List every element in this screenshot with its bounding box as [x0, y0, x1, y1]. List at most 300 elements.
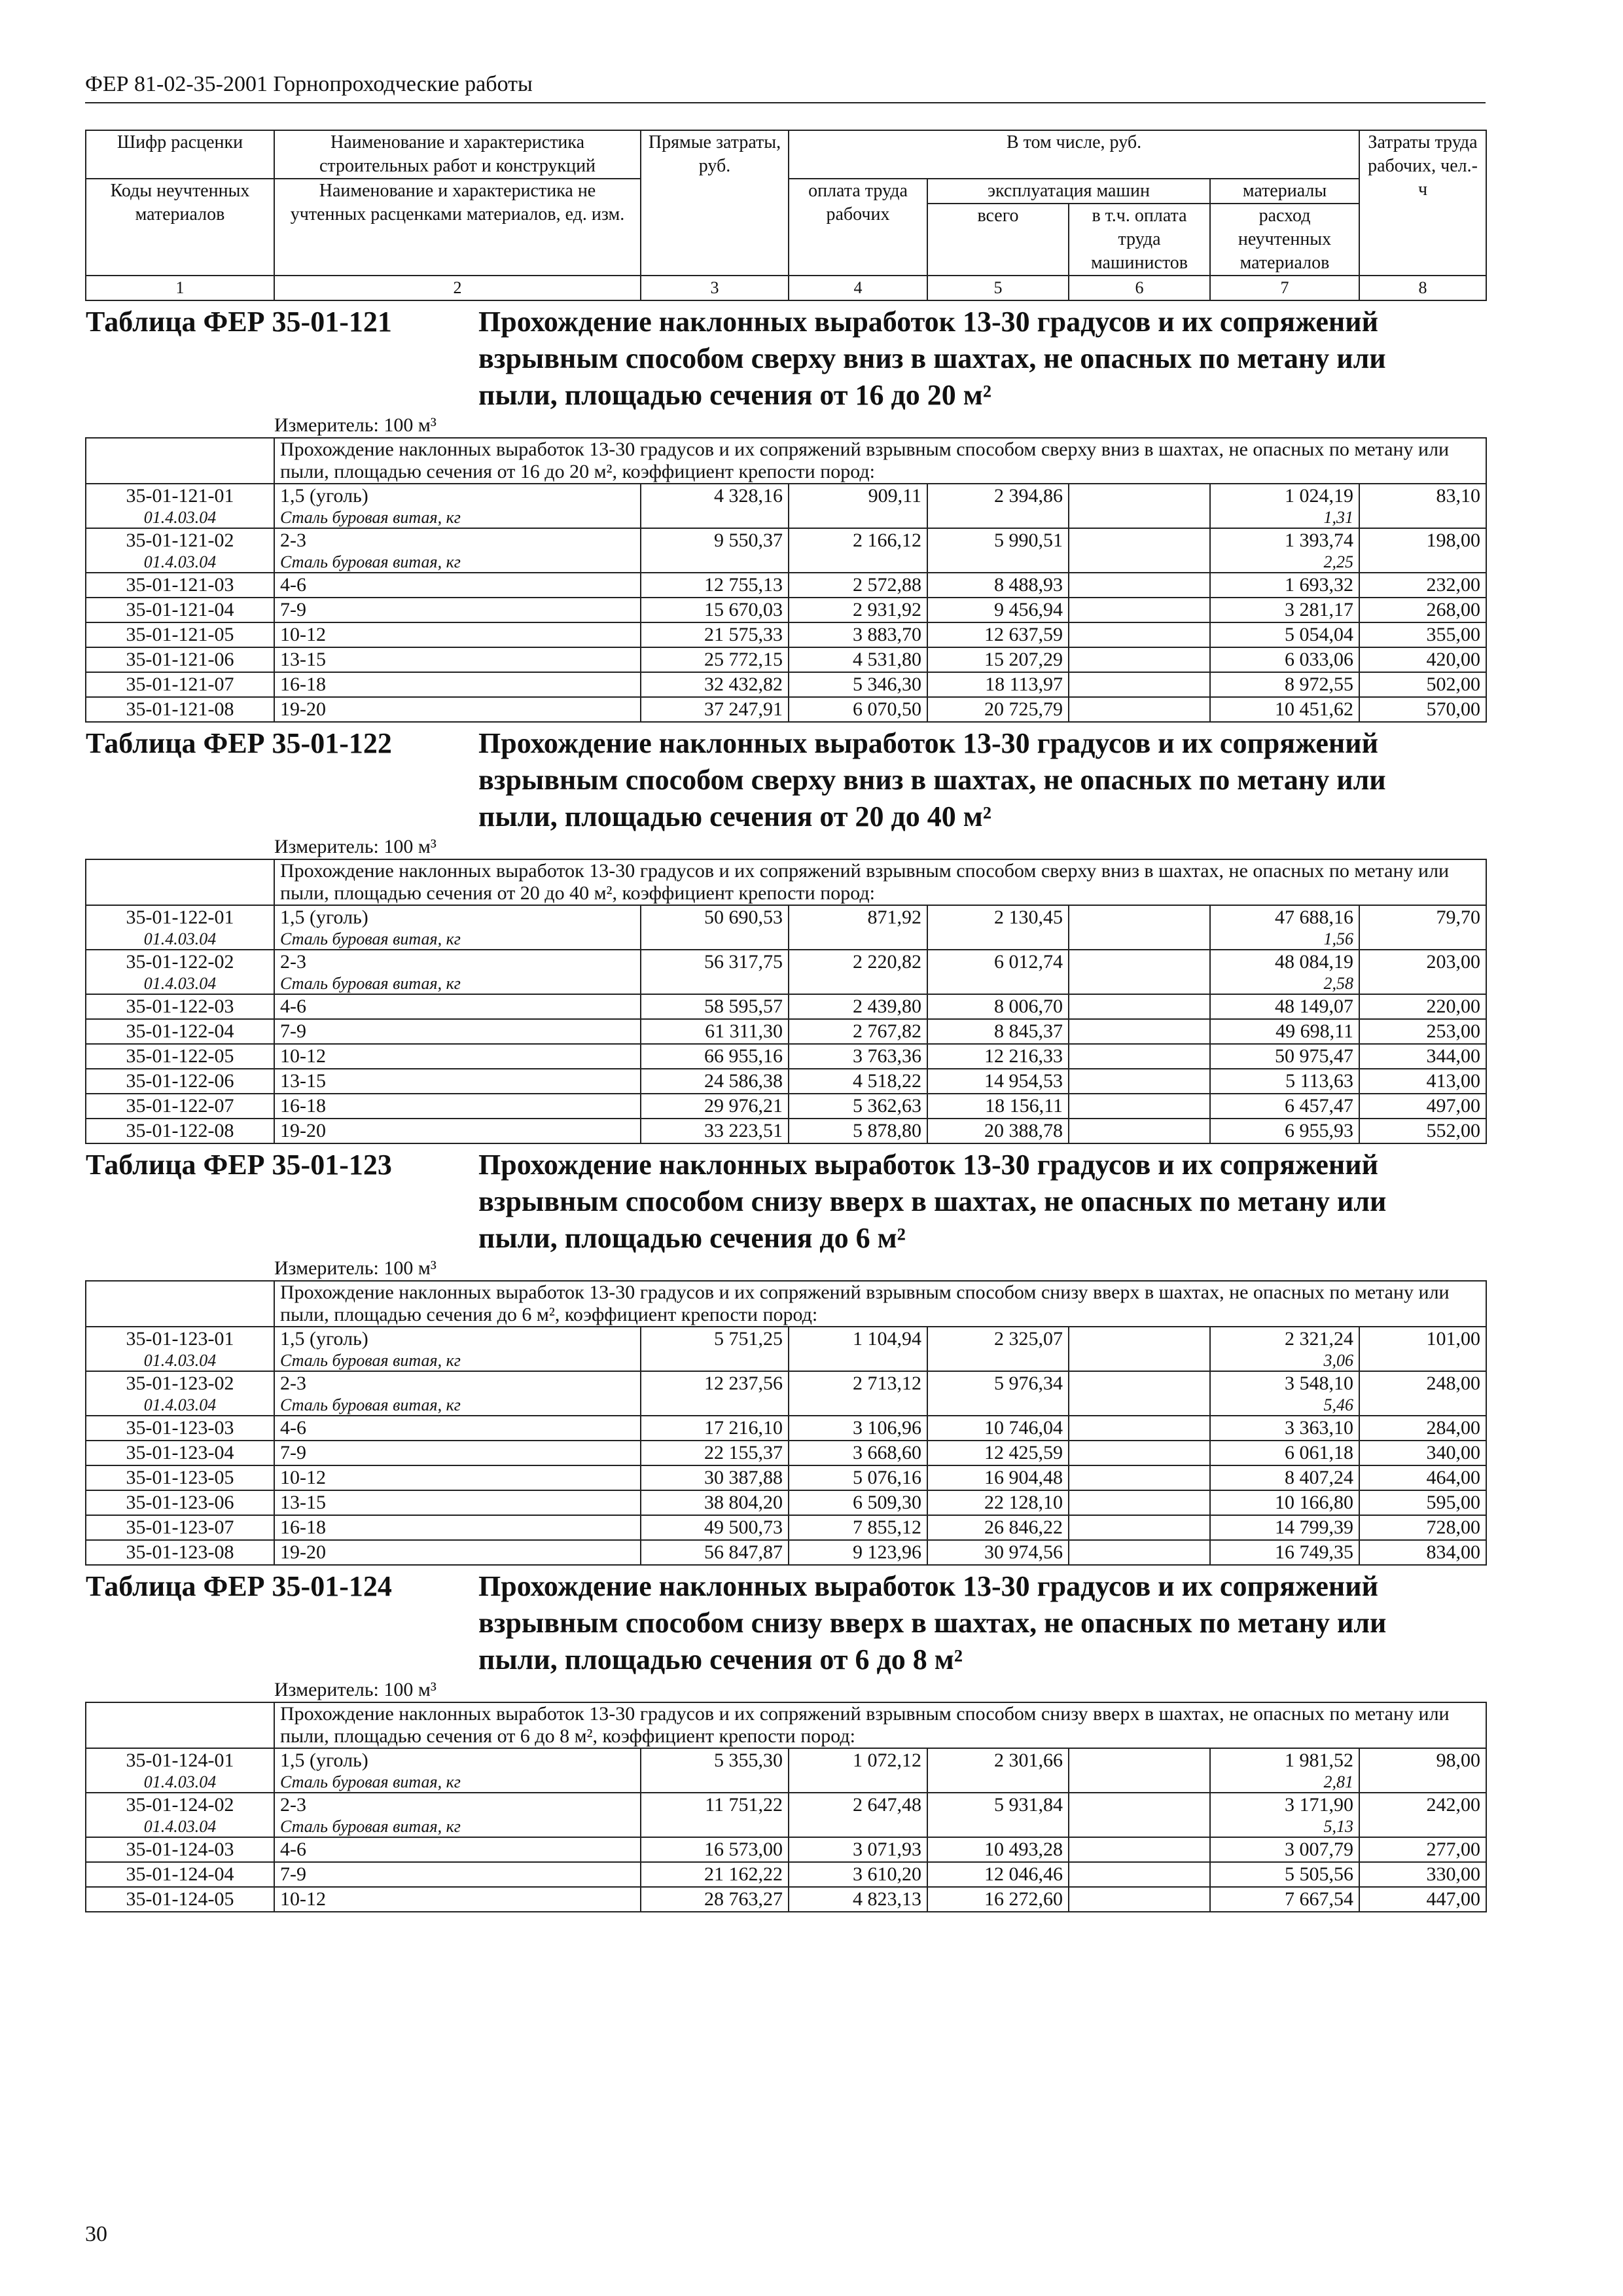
- direct-cost: 21 162,22: [641, 1862, 789, 1887]
- material-code: 01.4.03.04: [86, 974, 274, 994]
- materials-cost: 1 024,19: [1210, 484, 1359, 508]
- labor-cost: 834,00: [1359, 1540, 1486, 1565]
- machinists-wages: [1069, 1837, 1210, 1862]
- material-quantity: 1,31: [1210, 508, 1359, 528]
- rate-name: 19-20: [274, 1119, 641, 1143]
- rate-name: 4-6: [274, 573, 641, 598]
- labor-cost: 502,00: [1359, 672, 1486, 697]
- rate-name: 4-6: [274, 994, 641, 1019]
- col-number: 1: [86, 276, 274, 300]
- machinists-wages: [1069, 1862, 1210, 1887]
- empty-cell: [641, 552, 789, 573]
- labor-cost: 420,00: [1359, 647, 1486, 672]
- rate-name: 10-12: [274, 1465, 641, 1490]
- direct-cost: 21 575,33: [641, 622, 789, 647]
- col-materials-header: материалы: [1210, 179, 1359, 204]
- table-row: [86, 573, 1486, 598]
- table-row: [86, 598, 1486, 622]
- rate-name: 16-18: [274, 1515, 641, 1540]
- machinists-wages: [1069, 672, 1210, 697]
- machines-total: 26 846,22: [927, 1515, 1069, 1540]
- rate-name: 16-18: [274, 672, 641, 697]
- empty-cell: [1069, 508, 1210, 528]
- labor-cost: 330,00: [1359, 1862, 1486, 1887]
- materials-cost: 7 667,54: [1210, 1887, 1359, 1912]
- rate-name: 1,5 (уголь): [274, 1327, 641, 1351]
- table-row: [86, 1416, 1486, 1441]
- labor-cost: 497,00: [1359, 1094, 1486, 1119]
- col-number: 6: [1069, 276, 1210, 300]
- unaccounted-material-row: [86, 1817, 1486, 1837]
- empty-cell: [641, 929, 789, 950]
- table-meter: Измеритель: 100 м³: [274, 1679, 437, 1700]
- table-row: [86, 1540, 1486, 1565]
- table-row: [86, 1094, 1486, 1119]
- worker-wages: 3 883,70: [789, 622, 927, 647]
- direct-cost: 32 432,82: [641, 672, 789, 697]
- rate-name: 2-3: [274, 950, 641, 974]
- table-title-row: [86, 722, 1486, 859]
- direct-cost: 4 328,16: [641, 484, 789, 508]
- material-code: 01.4.03.04: [86, 1772, 274, 1793]
- rate-code: 35-01-124-03: [86, 1837, 274, 1862]
- rate-code: 35-01-124-04: [86, 1862, 274, 1887]
- materials-cost: 3 007,79: [1210, 1837, 1359, 1862]
- machinists-wages: [1069, 484, 1210, 508]
- empty-cell: [927, 1817, 1069, 1837]
- col-number: 5: [927, 276, 1069, 300]
- col-direct-header: Прямые затраты, руб.: [641, 130, 789, 276]
- machinists-wages: [1069, 1490, 1210, 1515]
- rate-code: 35-01-121-02: [86, 528, 274, 552]
- empty-cell: [641, 1817, 789, 1837]
- machines-total: 2 301,66: [927, 1748, 1069, 1772]
- machines-total: 6 012,74: [927, 950, 1069, 974]
- empty-cell: [789, 552, 927, 573]
- col-unacc-codes-header: Коды неучтенных материалов: [86, 179, 274, 276]
- machinists-wages: [1069, 697, 1210, 722]
- material-code: 01.4.03.04: [86, 929, 274, 950]
- table-row: [86, 1793, 1486, 1817]
- empty-cell: [86, 1281, 274, 1327]
- table-row: [86, 484, 1486, 508]
- material-quantity: 3,06: [1210, 1351, 1359, 1371]
- worker-wages: 1 072,12: [789, 1748, 927, 1772]
- materials-cost: 1 393,74: [1210, 528, 1359, 552]
- machines-total: 2 130,45: [927, 905, 1069, 929]
- worker-wages: 2 220,82: [789, 950, 927, 974]
- material-quantity: 2,81: [1210, 1772, 1359, 1793]
- col-including-header: В том числе, руб.: [789, 130, 1359, 179]
- material-name: Сталь буровая витая, кг: [274, 974, 641, 994]
- empty-cell: [1359, 1395, 1486, 1416]
- rate-code: 35-01-121-01: [86, 484, 274, 508]
- direct-cost: 29 976,21: [641, 1094, 789, 1119]
- machines-total: 2 394,86: [927, 484, 1069, 508]
- direct-cost: 5 355,30: [641, 1748, 789, 1772]
- machinists-wages: [1069, 528, 1210, 552]
- empty-cell: [641, 508, 789, 528]
- direct-cost: 12 237,56: [641, 1371, 789, 1395]
- table-meter: Измеритель: 100 м³: [274, 414, 437, 436]
- worker-wages: 2 439,80: [789, 994, 927, 1019]
- rate-name: 7-9: [274, 1441, 641, 1465]
- col-machines-total-header: всего: [927, 204, 1069, 276]
- rate-code: 35-01-122-04: [86, 1019, 274, 1044]
- table-description-row: [86, 1281, 1486, 1327]
- rate-code: 35-01-122-02: [86, 950, 274, 974]
- machinists-wages: [1069, 1793, 1210, 1817]
- labor-cost: 355,00: [1359, 622, 1486, 647]
- labor-cost: 220,00: [1359, 994, 1486, 1019]
- labor-cost: 79,70: [1359, 905, 1486, 929]
- machinists-wages: [1069, 1094, 1210, 1119]
- rate-code: 35-01-122-05: [86, 1044, 274, 1069]
- rate-code: 35-01-121-03: [86, 573, 274, 598]
- worker-wages: 5 362,63: [789, 1094, 927, 1119]
- rate-code: 35-01-123-08: [86, 1540, 274, 1565]
- table-title: [86, 722, 1486, 859]
- empty-cell: [1359, 508, 1486, 528]
- empty-cell: [641, 974, 789, 994]
- table-row: [86, 1327, 1486, 1351]
- machines-total: 12 216,33: [927, 1044, 1069, 1069]
- machines-total: 18 156,11: [927, 1094, 1069, 1119]
- empty-cell: [789, 508, 927, 528]
- worker-wages: 2 713,12: [789, 1371, 927, 1395]
- direct-cost: 11 751,22: [641, 1793, 789, 1817]
- labor-cost: 552,00: [1359, 1119, 1486, 1143]
- table-description-row: [86, 1702, 1486, 1748]
- machines-total: 16 272,60: [927, 1887, 1069, 1912]
- machinists-wages: [1069, 573, 1210, 598]
- table-title: [86, 1565, 1486, 1702]
- machines-total: 22 128,10: [927, 1490, 1069, 1515]
- table-name: Прохождение наклонных выработок 13-30 градусов и их сопряжений взрывным способом снизу вверх в шахтах, не опасных по метану или пыли, площадью сечения от 6 до 8 м²: [478, 1570, 1387, 1676]
- empty-cell: [927, 1351, 1069, 1371]
- table-row: [86, 1371, 1486, 1395]
- worker-wages: 4 823,13: [789, 1887, 927, 1912]
- machines-total: 9 456,94: [927, 598, 1069, 622]
- rate-code: 35-01-123-05: [86, 1465, 274, 1490]
- unaccounted-material-row: [86, 552, 1486, 573]
- worker-wages: 2 931,92: [789, 598, 927, 622]
- rate-code: 35-01-123-07: [86, 1515, 274, 1540]
- table-meter: Измеритель: 100 м³: [274, 1257, 437, 1279]
- material-quantity: 5,13: [1210, 1817, 1359, 1837]
- direct-cost: 9 550,37: [641, 528, 789, 552]
- labor-cost: 340,00: [1359, 1441, 1486, 1465]
- rate-name: 10-12: [274, 1044, 641, 1069]
- machines-total: 8 488,93: [927, 573, 1069, 598]
- rate-name: 1,5 (уголь): [274, 1748, 641, 1772]
- rate-name: 13-15: [274, 1490, 641, 1515]
- rate-code: 35-01-123-04: [86, 1441, 274, 1465]
- empty-cell: [1069, 1395, 1210, 1416]
- table-description: Прохождение наклонных выработок 13-30 градусов и их сопряжений взрывным способом сверху вниз в шахтах, не опасных по метану или пыли, площадью сечения от 16 до 20 м², коэффициент крепости пород:: [274, 438, 1486, 484]
- table-title: [86, 1143, 1486, 1281]
- table-row: [86, 672, 1486, 697]
- materials-cost: 48 084,19: [1210, 950, 1359, 974]
- column-number-row: [86, 276, 1486, 300]
- table-row: [86, 1019, 1486, 1044]
- machines-total: 20 388,78: [927, 1119, 1069, 1143]
- empty-cell: [927, 1772, 1069, 1793]
- machines-total: 12 046,46: [927, 1862, 1069, 1887]
- empty-cell: [641, 1772, 789, 1793]
- empty-cell: [86, 859, 274, 905]
- rate-code: 35-01-122-01: [86, 905, 274, 929]
- table-number: Таблица ФЕР 35-01-121: [86, 306, 392, 338]
- materials-cost: 14 799,39: [1210, 1515, 1359, 1540]
- unaccounted-material-row: [86, 1351, 1486, 1371]
- rate-code: 35-01-121-05: [86, 622, 274, 647]
- rate-name: 2-3: [274, 1371, 641, 1395]
- col-wages-header: оплата труда рабочих: [789, 179, 927, 276]
- worker-wages: 909,11: [789, 484, 927, 508]
- rate-name: 13-15: [274, 647, 641, 672]
- machinists-wages: [1069, 1119, 1210, 1143]
- labor-cost: 198,00: [1359, 528, 1486, 552]
- labor-cost: 203,00: [1359, 950, 1486, 974]
- machines-total: 5 976,34: [927, 1371, 1069, 1395]
- direct-cost: 5 751,25: [641, 1327, 789, 1351]
- table-row: [86, 1044, 1486, 1069]
- material-name: Сталь буровая витая, кг: [274, 1351, 641, 1371]
- page-number: 30: [85, 2222, 107, 2246]
- materials-cost: 2 321,24: [1210, 1327, 1359, 1351]
- labor-cost: 232,00: [1359, 573, 1486, 598]
- material-quantity: 2,58: [1210, 974, 1359, 994]
- direct-cost: 12 755,13: [641, 573, 789, 598]
- materials-cost: 16 749,35: [1210, 1540, 1359, 1565]
- materials-cost: 8 407,24: [1210, 1465, 1359, 1490]
- table-row: [86, 1748, 1486, 1772]
- table-name: Прохождение наклонных выработок 13-30 градусов и их сопряжений взрывным способом сверху вниз в шахтах, не опасных по метану или пыли, площадью сечения от 16 до 20 м²: [478, 306, 1386, 411]
- table-row: [86, 1837, 1486, 1862]
- table-description: Прохождение наклонных выработок 13-30 градусов и их сопряжений взрывным способом снизу вверх в шахтах, не опасных по метану или пыли, площадью сечения до 6 м², коэффициент крепости пород:: [274, 1281, 1486, 1327]
- material-quantity: 2,25: [1210, 552, 1359, 573]
- empty-cell: [1069, 974, 1210, 994]
- rate-name: 1,5 (уголь): [274, 484, 641, 508]
- rate-name: 7-9: [274, 1019, 641, 1044]
- rate-name: 10-12: [274, 622, 641, 647]
- machinists-wages: [1069, 1515, 1210, 1540]
- direct-cost: 50 690,53: [641, 905, 789, 929]
- rate-code: 35-01-122-07: [86, 1094, 274, 1119]
- worker-wages: 5 076,16: [789, 1465, 927, 1490]
- machines-total: 8 006,70: [927, 994, 1069, 1019]
- worker-wages: 2 572,88: [789, 573, 927, 598]
- labor-cost: 595,00: [1359, 1490, 1486, 1515]
- material-name: Сталь буровая витая, кг: [274, 552, 641, 573]
- empty-cell: [927, 508, 1069, 528]
- empty-cell: [927, 552, 1069, 573]
- machines-total: 5 990,51: [927, 528, 1069, 552]
- worker-wages: 6 070,50: [789, 697, 927, 722]
- material-name: Сталь буровая витая, кг: [274, 1817, 641, 1837]
- empty-cell: [789, 1351, 927, 1371]
- empty-cell: [1359, 552, 1486, 573]
- materials-cost: 48 149,07: [1210, 994, 1359, 1019]
- material-code: 01.4.03.04: [86, 508, 274, 528]
- direct-cost: 37 247,91: [641, 697, 789, 722]
- material-code: 01.4.03.04: [86, 1351, 274, 1371]
- rate-code: 35-01-121-07: [86, 672, 274, 697]
- table-row: [86, 1862, 1486, 1887]
- worker-wages: 7 855,12: [789, 1515, 927, 1540]
- machinists-wages: [1069, 1465, 1210, 1490]
- materials-cost: 6 955,93: [1210, 1119, 1359, 1143]
- direct-cost: 58 595,57: [641, 994, 789, 1019]
- machines-total: 10 746,04: [927, 1416, 1069, 1441]
- col-machines-header: эксплуатация машин: [927, 179, 1210, 204]
- empty-cell: [1069, 1817, 1210, 1837]
- empty-cell: [789, 929, 927, 950]
- labor-cost: 728,00: [1359, 1515, 1486, 1540]
- material-quantity: 1,56: [1210, 929, 1359, 950]
- document-page: [85, 72, 1486, 1912]
- rate-name: 7-9: [274, 598, 641, 622]
- empty-cell: [789, 1395, 927, 1416]
- table-name: Прохождение наклонных выработок 13-30 градусов и их сопряжений взрывным способом сверху вниз в шахтах, не опасных по метану или пыли, площадью сечения от 20 до 40 м²: [478, 727, 1386, 833]
- material-name: Сталь буровая витая, кг: [274, 508, 641, 528]
- labor-cost: 284,00: [1359, 1416, 1486, 1441]
- empty-cell: [1359, 929, 1486, 950]
- materials-cost: 6 457,47: [1210, 1094, 1359, 1119]
- empty-cell: [641, 1351, 789, 1371]
- machinists-wages: [1069, 1441, 1210, 1465]
- worker-wages: 2 166,12: [789, 528, 927, 552]
- machinists-wages: [1069, 1748, 1210, 1772]
- empty-cell: [1069, 1772, 1210, 1793]
- empty-cell: [641, 1395, 789, 1416]
- material-name: Сталь буровая витая, кг: [274, 1772, 641, 1793]
- labor-cost: 101,00: [1359, 1327, 1486, 1351]
- table-meter: Измеритель: 100 м³: [274, 836, 437, 857]
- price-table: [85, 130, 1487, 1912]
- unaccounted-material-row: [86, 929, 1486, 950]
- col-name-header: Наименование и характеристика строительных работ и конструкций: [274, 130, 641, 179]
- materials-cost: 1 981,52: [1210, 1748, 1359, 1772]
- materials-cost: 1 693,32: [1210, 573, 1359, 598]
- col-machines-wages-header: в т.ч. оплата труда машинистов: [1069, 204, 1210, 276]
- table-row: [86, 1515, 1486, 1540]
- empty-cell: [789, 974, 927, 994]
- empty-cell: [1069, 552, 1210, 573]
- rate-name: 16-18: [274, 1094, 641, 1119]
- machinists-wages: [1069, 1371, 1210, 1395]
- table-row: [86, 622, 1486, 647]
- rate-code: 35-01-121-04: [86, 598, 274, 622]
- rate-code: 35-01-122-06: [86, 1069, 274, 1094]
- labor-cost: 242,00: [1359, 1793, 1486, 1817]
- direct-cost: 61 311,30: [641, 1019, 789, 1044]
- labor-cost: 83,10: [1359, 484, 1486, 508]
- worker-wages: 6 509,30: [789, 1490, 927, 1515]
- labor-cost: 248,00: [1359, 1371, 1486, 1395]
- machinists-wages: [1069, 994, 1210, 1019]
- rate-name: 2-3: [274, 1793, 641, 1817]
- empty-cell: [927, 974, 1069, 994]
- machinists-wages: [1069, 1887, 1210, 1912]
- direct-cost: 25 772,15: [641, 647, 789, 672]
- direct-cost: 15 670,03: [641, 598, 789, 622]
- direct-cost: 56 317,75: [641, 950, 789, 974]
- machinists-wages: [1069, 1327, 1210, 1351]
- table-description-row: [86, 859, 1486, 905]
- rate-code: 35-01-121-08: [86, 697, 274, 722]
- empty-cell: [789, 1817, 927, 1837]
- col-number: 7: [1210, 276, 1359, 300]
- empty-cell: [1069, 929, 1210, 950]
- empty-cell: [86, 438, 274, 484]
- table-row: [86, 905, 1486, 929]
- unaccounted-material-row: [86, 1772, 1486, 1793]
- worker-wages: 9 123,96: [789, 1540, 927, 1565]
- table-description-row: [86, 438, 1486, 484]
- worker-wages: 2 647,48: [789, 1793, 927, 1817]
- table-number: Таблица ФЕР 35-01-124: [86, 1570, 392, 1602]
- direct-cost: 49 500,73: [641, 1515, 789, 1540]
- machinists-wages: [1069, 1019, 1210, 1044]
- empty-cell: [1359, 974, 1486, 994]
- rate-code: 35-01-124-02: [86, 1793, 274, 1817]
- table-row: [86, 994, 1486, 1019]
- rate-name: 2-3: [274, 528, 641, 552]
- table-row: [86, 950, 1486, 974]
- table-number: Таблица ФЕР 35-01-122: [86, 727, 392, 759]
- table-row: [86, 1465, 1486, 1490]
- labor-cost: 253,00: [1359, 1019, 1486, 1044]
- worker-wages: 5 346,30: [789, 672, 927, 697]
- machines-total: 5 931,84: [927, 1793, 1069, 1817]
- materials-cost: 6 061,18: [1210, 1441, 1359, 1465]
- worker-wages: 3 668,60: [789, 1441, 927, 1465]
- worker-wages: 4 518,22: [789, 1069, 927, 1094]
- empty-cell: [1069, 1351, 1210, 1371]
- labor-cost: 447,00: [1359, 1887, 1486, 1912]
- materials-cost: 50 975,47: [1210, 1044, 1359, 1069]
- rate-name: 19-20: [274, 697, 641, 722]
- unaccounted-material-row: [86, 1395, 1486, 1416]
- material-name: Сталь буровая витая, кг: [274, 929, 641, 950]
- machines-total: 8 845,37: [927, 1019, 1069, 1044]
- labor-cost: 268,00: [1359, 598, 1486, 622]
- machines-total: 16 904,48: [927, 1465, 1069, 1490]
- direct-cost: 66 955,16: [641, 1044, 789, 1069]
- rate-code: 35-01-121-06: [86, 647, 274, 672]
- col-labor-header: Затраты труда рабочих, чел.-ч: [1359, 130, 1486, 276]
- worker-wages: 1 104,94: [789, 1327, 927, 1351]
- rate-code: 35-01-123-06: [86, 1490, 274, 1515]
- materials-cost: 8 972,55: [1210, 672, 1359, 697]
- machines-total: 30 974,56: [927, 1540, 1069, 1565]
- materials-cost: 3 363,10: [1210, 1416, 1359, 1441]
- table-row: [86, 647, 1486, 672]
- worker-wages: 3 763,36: [789, 1044, 927, 1069]
- machines-total: 18 113,97: [927, 672, 1069, 697]
- material-name: Сталь буровая витая, кг: [274, 1395, 641, 1416]
- empty-cell: [1359, 1772, 1486, 1793]
- rate-code: 35-01-124-05: [86, 1887, 274, 1912]
- rate-code: 35-01-122-03: [86, 994, 274, 1019]
- rate-code: 35-01-123-01: [86, 1327, 274, 1351]
- materials-cost: 10 166,80: [1210, 1490, 1359, 1515]
- running-header: ФЕР 81-02-35-2001 Горнопроходческие работы: [85, 72, 1486, 103]
- rate-name: 1,5 (уголь): [274, 905, 641, 929]
- materials-cost: 6 033,06: [1210, 647, 1359, 672]
